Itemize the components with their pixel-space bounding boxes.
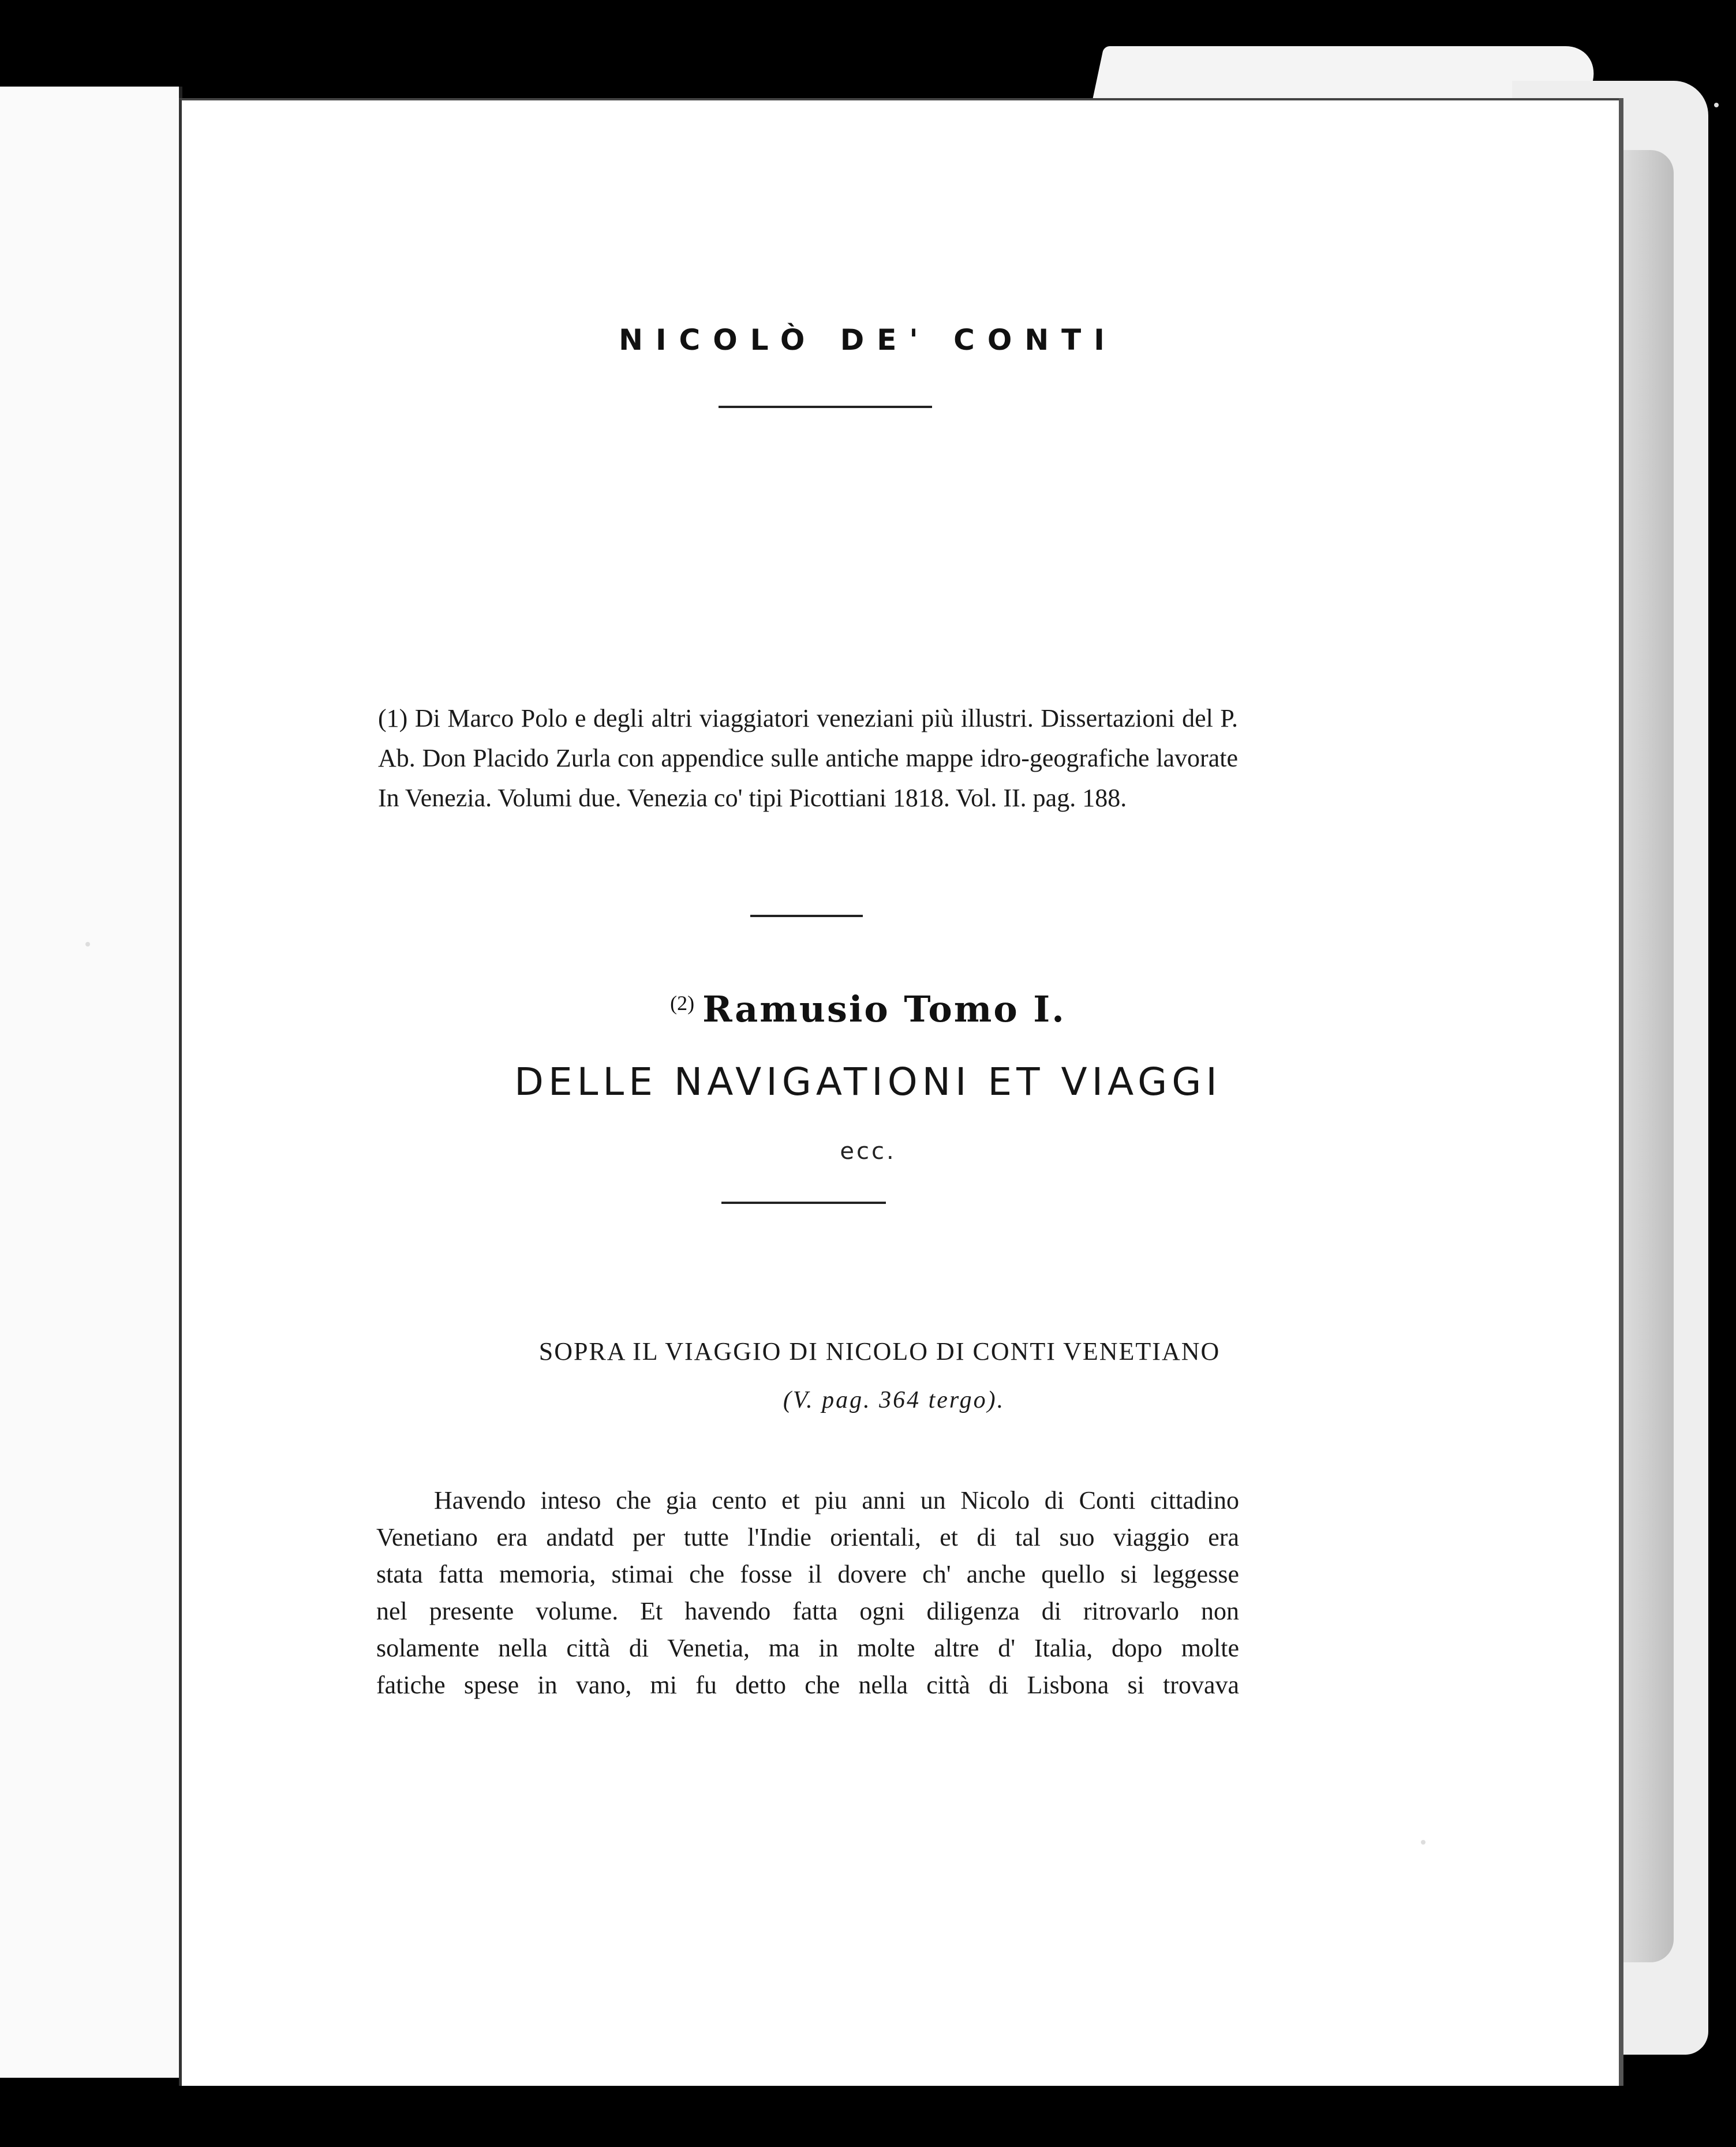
section-heading: SOPRA IL VIAGGIO DI NICOLO DI CONTI VENETIANO — [538, 1337, 1221, 1366]
body-line: stata fatta memoria, stimai che fosse il dovere ch' anche quello si leggesse — [376, 1560, 1239, 1588]
scan-speck — [85, 942, 90, 947]
body-line: Havendo inteso che gia cento et piu anni un Nicolo di Conti cittadino — [434, 1486, 1239, 1514]
title-divider — [719, 406, 932, 408]
footnote-1: (1) Di Marco Polo e degli altri viaggiatori veneziani più illustri. Dissertazioni del P. Ab. Don Placido Zurla con appendice sulle antiche mappe idro-geografiche lavorate In Venezia. Volumi due. Venezia co' tipi Picottiani 1818. Vol. II. pag. 188. — [378, 704, 1238, 812]
reference-2-number: (2) — [670, 992, 695, 1015]
book-title-suffix: ecc. — [840, 1138, 896, 1165]
body-line: fatiche spese in vano, mi fu detto che nella città di Lisbona si trovava — [376, 1671, 1239, 1699]
scan-speck — [1421, 1840, 1426, 1845]
section-reference: (V. pag. 364 tergo). — [783, 1387, 1005, 1413]
page-title: NICOLÒ DE' CONTI — [619, 323, 1117, 357]
scan-speck — [1714, 103, 1719, 107]
book-title: DELLE NAVIGATIONI ET VIAGGI — [514, 1060, 1222, 1104]
section-divider — [750, 915, 863, 917]
reference-2-heading — [0, 988, 1736, 1030]
reference-2-name: Ramusio Tomo I. — [702, 988, 1066, 1030]
body-line: Venetiano era andatd per tutte l'Indie orientali, et di tal suo viaggio era — [376, 1523, 1239, 1551]
body-paragraph — [376, 1482, 1239, 1704]
body-line: solamente nella città di Venetia, ma in molte altre d' Italia, dopo molte — [376, 1634, 1239, 1662]
body-line: nel presente volume. Et havendo fatta ogni diligenza di ritrovarlo non — [376, 1597, 1239, 1625]
book-title-divider — [721, 1202, 886, 1204]
